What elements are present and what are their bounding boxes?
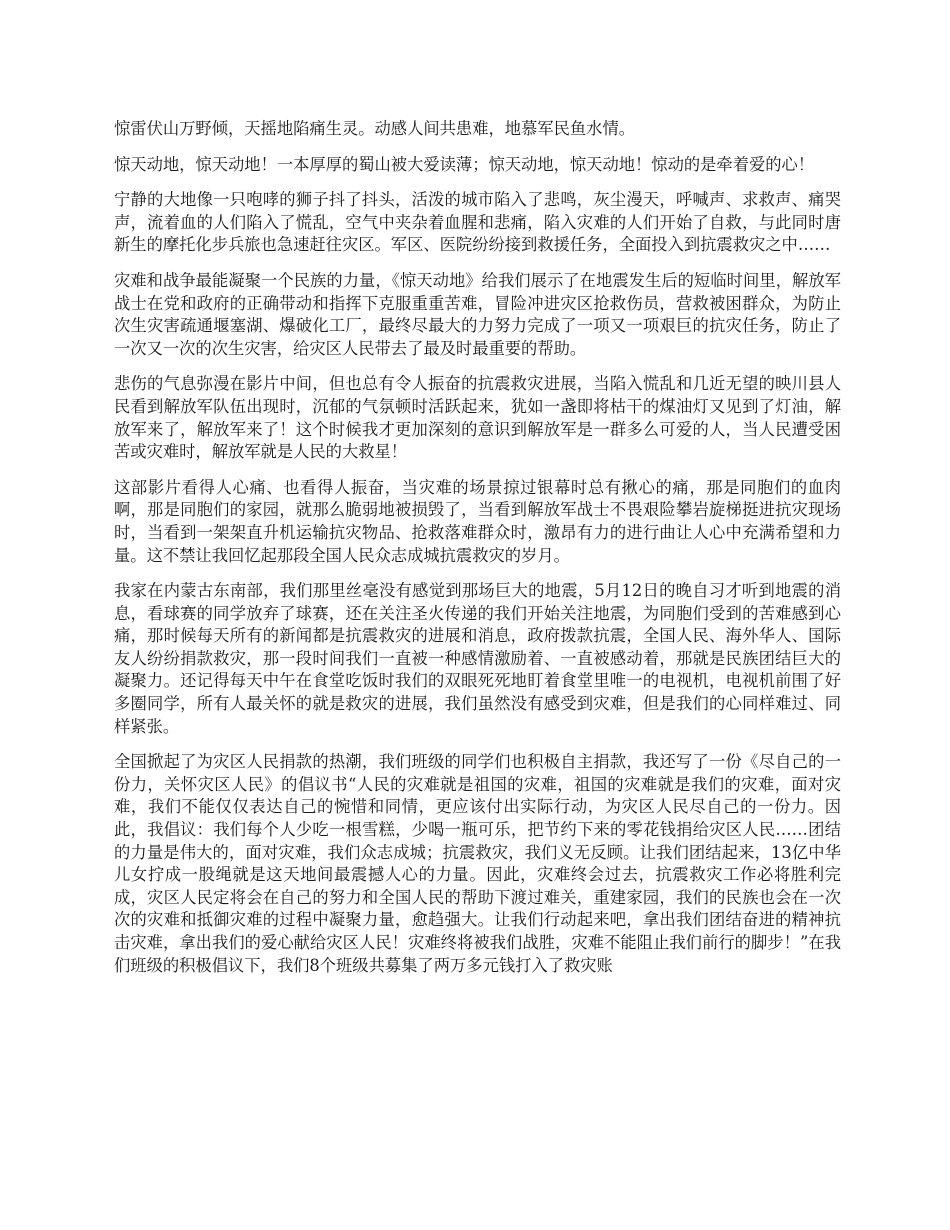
paragraph-3: 宁静的大地像一只咆哮的狮子抖了抖头，活泼的城市陷入了悲鸣，灰尘漫天，呼喊声、求救声、痛哭声，流着血的人们陷入了慌乱，空气中夹杂着血腥和悲痛，陷入灾难的人们开始了自救，与此同时唐新生的摩托化步兵旅也急速赶往灾区。军区、医院纷纷接到救援任务，全面投入到抗震救灾之中…… <box>114 190 841 255</box>
paragraph-1: 惊雷伏山万野倾，天摇地陷痛生灵。动感人间共患难，地慕军民鱼水情。 <box>114 119 636 138</box>
document-body <box>114 118 841 990</box>
paragraph-2: 惊天动地，惊天动地！一本厚厚的蜀山被大爱读薄；惊天动地，惊天动地！惊动的是牵着爱的心！ <box>114 154 815 174</box>
paragraph-7: 我家在内蒙古东南部，我们那里丝毫没有感觉到那场巨大的地震，5月12日的晚自习才听到地震的消息，看球赛的同学放弃了球赛，还在关注圣火传递的我们开始关注地震，为同胞们受到的苦难感到心痛，那时候每天所有的新闻都是抗震救灾的进展和消息，政府拨款抗震，全国人民、海外华人、国际友人纷纷捐款救灾，那一段时间我们一直被一种感情激励着、一直被感动着，那就是民族团结巨大的凝聚力。还记得每天中午在食堂吃饭时我们的双眼死死地盯着食堂里唯一的电视机，电视机前围了好多圈同学，所有人最关怀的就是救灾的进展，我们虽然没有感受到灾难，但是我们的心同样难过、同样紧张。 <box>114 581 841 736</box>
paragraph-4: 灾难和战争最能凝聚一个民族的力量，《惊天动地》给我们展示了在地震发生后的短临时间里，解放军战士在党和政府的正确带动和指挥下克服重重苦难，冒险冲进灾区抢救伤员，营救被困群众，为防止次生灾害疏通堰塞湖、爆破化工厂，最终尽最大的力努力完成了一项又一项艰巨的抗灾任务，防止了一次又一次的次生灾害，给灾区人民带去了最及时最重要的帮助。 <box>114 270 841 358</box>
paragraph-6: 这部影片看得人心痛、也看得人振奋，当灾难的场景掠过银幕时总有揪心的痛，那是同胞们的血肉啊，那是同胞们的家园，就那么脆弱地被损毁了，当看到解放军战士不畏艰险攀岩旋梯挺进抗灾现场时，当看到一架架直升机运输抗灾物品、抢救落难群众时，激昂有力的进行曲让人心中充满希望和力量。这不禁让我回忆起那段全国人民众志成城抗震救灾的岁月。 <box>114 477 841 565</box>
paragraph-5: 悲伤的气息弥漫在影片中间，但也总有令人振奋的抗震救灾进展，当陷入慌乱和几近无望的映川县人民看到解放军队伍出现时，沉郁的气氛顿时活跃起来，犹如一盏即将枯干的煤油灯又见到了灯油，解放军来了，解放军来了！这个时候我才更加深刻的意识到解放军是一群多么可爱的人，当人民遭受困苦或灾难时，解放军就是人民的大救星！ <box>114 374 841 462</box>
paragraph-8: 全国掀起了为灾区人民捐款的热潮，我们班级的同学们也积极自主捐款，我还写了一份《尽自己的一份力，关怀灾区人民》的倡议书“人民的灾难就是祖国的灾难，祖国的灾难就是我们的灾难，面对灾难，我们不能仅仅表达自己的惋惜和同情，更应该付出实际行动，为灾区人民尽自己的一份力。因此，我倡议：我们每个人少吃一根雪糕，少喝一瓶可乐，把节约下来的零花钱捐给灾区人民……团结的力量是伟大的，面对灾难，我们众志成城；抗震救灾，我们义无反顾。让我们团结起来，13亿中华儿女拧成一股绳就是这天地间最震撼人心的力量。因此，灾难终会过去，抗震救灾工作必将胜利完成，灾区人民定将会在自己的努力和全国人民的帮助下渡过难关，重建家园，我们的民族也会在一次次的灾难和抵御灾难的过程中凝聚力量，愈趋强大。让我们行动起来吧，拿出我们团结奋进的精神抗击灾难，拿出我们的爱心献给灾区人民！灾难终将被我们战胜，灾难不能阻止我们前行的脚步！”在我们班级的积极倡议下，我们8个班级共募集了两万多元钱打入了救灾账 <box>114 752 841 975</box>
